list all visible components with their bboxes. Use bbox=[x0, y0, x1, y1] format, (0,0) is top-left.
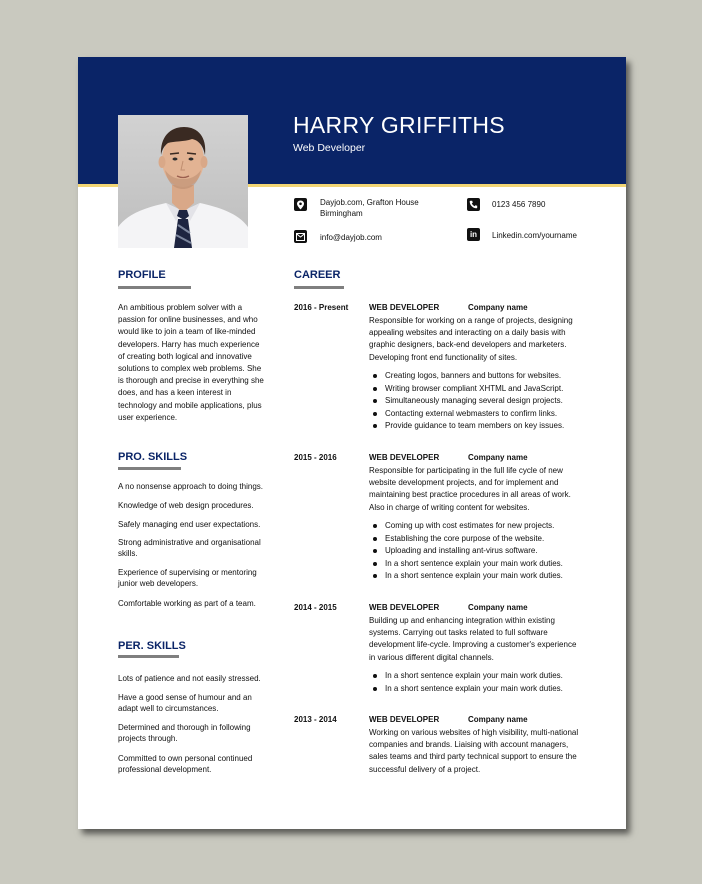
linkedin-icon: in bbox=[467, 228, 480, 241]
job-description: Responsible for participating in the full life cycle of new website development projects, and for implement and maintaining best practice procedures in all areas of work. Also in charge of writing content for websites. bbox=[369, 466, 571, 512]
profile-heading: PROFILE bbox=[118, 269, 166, 281]
job-title: WEB DEVELOPER bbox=[369, 715, 440, 724]
candidate-name: HARRY GRIFFITHS bbox=[293, 112, 505, 138]
job-dates: 2015 - 2016 bbox=[294, 453, 337, 462]
job-duty-item: Writing browser compliant XHTML and JavaScript. bbox=[369, 383, 589, 396]
contact-email[interactable]: info@dayjob.com bbox=[320, 233, 382, 242]
job-company: Company name bbox=[468, 453, 528, 462]
job-dates: 2013 - 2014 bbox=[294, 715, 337, 724]
contact-address: Dayjob.com, Grafton House Birmingham bbox=[320, 198, 419, 218]
profile-photo bbox=[118, 115, 248, 248]
per-skill-item: Committed to own personal continued professional development. bbox=[118, 754, 253, 774]
pro-skill-item: Experience of supervising or mentoring junior web developers. bbox=[118, 568, 257, 588]
person-photo-illustration bbox=[118, 115, 248, 248]
career-heading-underline bbox=[294, 286, 344, 289]
job-duty-item: Coming up with cost estimates for new projects. bbox=[369, 520, 589, 533]
profile-summary: An ambitious problem solver with a passion for online businesses, and who would like to join a team of like-minded developers. Harry has much experience of creating both logical and innovative solutions to complex web problems. She is thorough and precise in everything she does, and has a keen interest in technology and mobile applications, plus user experience. bbox=[118, 303, 264, 422]
job-duties-list bbox=[369, 520, 589, 583]
pro-skill-item: A no nonsense approach to doing things. bbox=[118, 482, 263, 491]
profile-heading-underline bbox=[118, 286, 191, 289]
job-dates: 2016 - Present bbox=[294, 303, 349, 312]
per-skills-heading-underline bbox=[118, 655, 179, 658]
job-duty-item: In a short sentence explain your main work duties. bbox=[369, 558, 589, 571]
job-title: WEB DEVELOPER bbox=[369, 603, 440, 612]
job-duties-list bbox=[369, 370, 589, 433]
resume-page bbox=[78, 57, 626, 829]
job-duty-item: In a short sentence explain your main work duties. bbox=[369, 683, 589, 696]
per-skills-heading: PER. SKILLS bbox=[118, 640, 186, 652]
job-description: Responsible for working on a range of projects, designing appealing websites and interacting on a daily basis with graphic designers, back-end developers and marketers. Developing front end functionality of sites. bbox=[369, 316, 573, 362]
job-duty-item: Uploading and installing ant-virus software. bbox=[369, 545, 589, 558]
per-skill-item: Lots of patience and not easily stressed. bbox=[118, 674, 261, 683]
per-skill-item: Determined and thorough in following projects through. bbox=[118, 723, 251, 743]
job-duty-item: Establishing the core purpose of the website. bbox=[369, 533, 589, 546]
pro-skill-item: Strong administrative and organisational skills. bbox=[118, 538, 261, 558]
job-duty-item: In a short sentence explain your main work duties. bbox=[369, 570, 589, 583]
job-duty-item: Simultaneously managing several design projects. bbox=[369, 395, 589, 408]
job-title: WEB DEVELOPER bbox=[369, 453, 440, 462]
candidate-role: Web Developer bbox=[293, 142, 366, 154]
job-duty-item: In a short sentence explain your main work duties. bbox=[369, 670, 589, 683]
pro-skills-heading-underline bbox=[118, 467, 181, 470]
job-description: Building up and enhancing integration within existing systems. Carrying out tasks related to full software development life-cycle. Improving a customer's experience in various different digital channels. bbox=[369, 616, 577, 662]
per-skill-item: Have a good sense of humour and an adapt well to circumstances. bbox=[118, 693, 252, 713]
job-company: Company name bbox=[468, 603, 528, 612]
job-dates: 2014 - 2015 bbox=[294, 603, 337, 612]
job-company: Company name bbox=[468, 303, 528, 312]
job-title: WEB DEVELOPER bbox=[369, 303, 440, 312]
pro-skill-item: Safely managing end user expectations. bbox=[118, 520, 261, 529]
phone-icon bbox=[467, 198, 480, 211]
job-duty-item: Provide guidance to team members on key issues. bbox=[369, 420, 589, 433]
pro-skill-item: Comfortable working as part of a team. bbox=[118, 599, 256, 608]
job-company: Company name bbox=[468, 715, 528, 724]
envelope-icon bbox=[294, 230, 307, 243]
job-duty-item: Creating logos, banners and buttons for websites. bbox=[369, 370, 589, 383]
career-heading: CAREER bbox=[294, 269, 341, 281]
job-duties-list bbox=[369, 670, 589, 695]
contact-phone: 0123 456 7890 bbox=[492, 200, 546, 209]
pro-skills-heading: PRO. SKILLS bbox=[118, 451, 188, 463]
pro-skill-item: Knowledge of web design procedures. bbox=[118, 501, 254, 510]
job-description: Working on various websites of high visibility, multi-national companies and brands. Liaising with account managers, sales teams and third party technical support to ensure the successful delivery of a project. bbox=[369, 728, 579, 774]
map-pin-icon bbox=[294, 198, 307, 211]
contact-linkedin[interactable]: Linkedin.com/yourname bbox=[492, 231, 577, 240]
job-duty-item: Contacting external webmasters to confirm links. bbox=[369, 408, 589, 421]
